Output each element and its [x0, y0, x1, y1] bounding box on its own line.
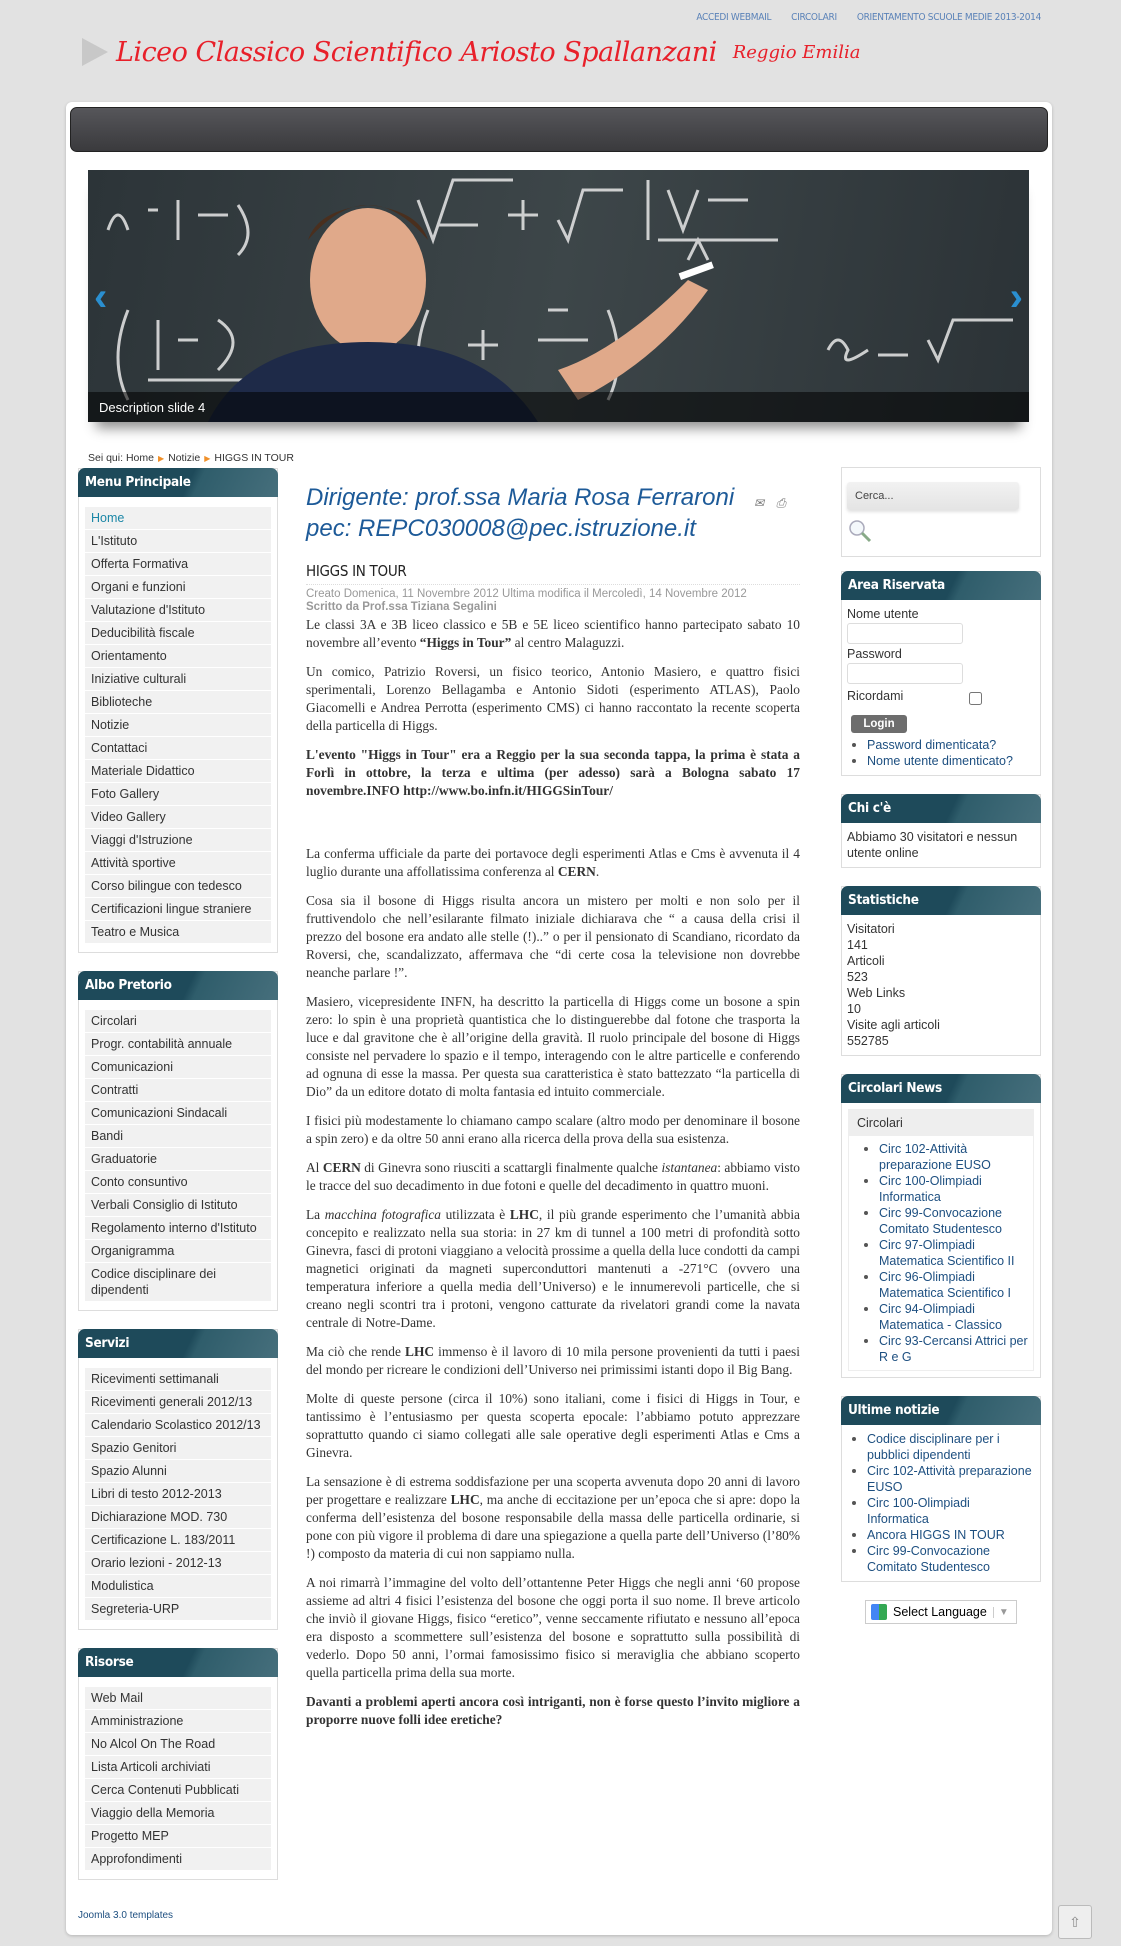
site-logo[interactable] — [82, 22, 861, 82]
news-item[interactable]: Circ 100-Olimpiadi Informatica — [847, 1495, 1035, 1527]
menu-item[interactable]: Foto Gallery — [85, 783, 271, 806]
forgot-password-link[interactable]: Password dimenticata? — [847, 737, 1035, 753]
menu-item[interactable]: Graduatorie — [85, 1148, 271, 1171]
circolari-module — [841, 1074, 1041, 1378]
menu-item[interactable]: Orientamento — [85, 645, 271, 668]
login-module — [841, 571, 1041, 776]
article-author: Scritto da Prof.ssa Tiziana Segalini — [306, 601, 497, 613]
chevron-down-icon: ▼ — [993, 1607, 1009, 1618]
who-online-module — [841, 794, 1041, 868]
stat-line: Visite agli articoli — [847, 1018, 940, 1032]
circolari-item[interactable]: Circ 100-Olimpiadi Informatica — [859, 1173, 1033, 1205]
menu-item[interactable]: Amministrazione — [85, 1710, 271, 1733]
article-paragraph: Cosa sia il bosone di Higgs risulta ancora un mistero per molti e non solo per il fruttivendolo che nell’esilarante filmato iniziale dichiarava che “ a causa della crisi il prezzo del bosone era andato alle stelle (!)..” o per il pensionato di Scandiano, ricordato da Roversi, che, scandalizzato, affermava che “di certe cosa la televisione non dovrebbe neanche parlare !”. — [306, 893, 800, 980]
forgot-username-link[interactable]: Nome utente dimenticato? — [847, 753, 1035, 769]
circolari-subtitle: Circolari — [849, 1110, 1033, 1136]
menu-item[interactable]: Offerta Formativa — [85, 553, 271, 576]
menu-item[interactable]: Dichiarazione MOD. 730 — [85, 1506, 271, 1529]
circolari-item[interactable]: Circ 97-Olimpiadi Matematica Scientifico II — [859, 1237, 1033, 1269]
news-item[interactable]: Ancora HIGGS IN TOUR — [847, 1527, 1035, 1543]
menu-item[interactable]: Circolari — [85, 1010, 271, 1033]
article-dates: Creato Domenica, 11 Novembre 2012 Ultima modifica il Mercoledì, 14 Novembre 2012 — [306, 588, 747, 600]
circolari-title: Circolari News — [841, 1074, 1041, 1103]
password-label: Password — [847, 647, 902, 661]
page-container — [66, 102, 1052, 1935]
stat-line: 552785 — [847, 1034, 889, 1048]
article-paragraph: L'evento "Higgs in Tour" era a Reggio per la sua seconda tappa, la prima è stata a Forlì in ottobre, la terza e ultima (per adesso) sarà a Bologna sabato 17 novembre.INFO http://www.bo.infn.it/HIGGSinTour/ — [306, 747, 800, 798]
menu-module — [78, 468, 278, 953]
menu-item[interactable]: Organi e funzioni — [85, 576, 271, 599]
menu-item[interactable]: Materiale Didattico — [85, 760, 271, 783]
search-icon[interactable] — [847, 518, 873, 544]
article-paragraph: Molte di queste persone (circa il 10%) sono italiani, come i fisici di Higgs in Tour, e tantissimo è l’entusiasmo per questa scoperta epocale: l’abbiamo potuto apprezzare soprattutto quando ci siamo collegati alle sale operative degli esperimenti Atlas e Cms a Ginevra. — [306, 1391, 800, 1460]
menu-module — [78, 1329, 278, 1630]
search-module — [841, 467, 1041, 557]
menu-item[interactable]: Ricevimenti generali 2012/13 — [85, 1391, 271, 1414]
menu-item[interactable]: Modulistica — [85, 1575, 271, 1598]
article-title: HIGGS IN TOUR — [306, 562, 800, 585]
stat-line: Web Links — [847, 986, 906, 1000]
scroll-top-button[interactable]: ⇧ — [1058, 1905, 1092, 1939]
stat-line: Visitatori — [847, 922, 895, 936]
breadcrumb-current: HIGGS IN TOUR — [214, 452, 294, 464]
menu-item[interactable]: Progr. contabilità annuale — [85, 1033, 271, 1056]
logo-city: Reggio Emilia — [732, 41, 861, 63]
menu-item[interactable]: Biblioteche — [85, 691, 271, 714]
menu-module-title: Albo Pretorio — [78, 971, 278, 1000]
breadcrumb — [88, 452, 294, 464]
menu-item[interactable]: Ricevimenti settimanali — [85, 1368, 271, 1391]
menu-item[interactable]: Spazio Alunni — [85, 1460, 271, 1483]
username-field[interactable] — [847, 623, 963, 644]
main-content — [306, 482, 800, 1740]
article-paragraph: La macchina fotografica utilizzata è LHC, il più grande esperimento che l’umanità abbia concepito e realizzato nella sua storia: in 27 km di tunnel a 100 metri di profondità sotto Ginevra, fasci di protoni viaggiano a velocità prossime a quella della luce condotti da campi magnetici originati da magneti superconduttori mantenuti a -271°C (ovvero una temperatura inferiore a quella media dell’Universo) e le innumerevoli particelle, che si creano negli scontri tra i protoni, vengono catturate da rivelatori grandi come la navata centrale di Notre-Dame. — [306, 1207, 800, 1330]
menu-item[interactable]: Lista Articoli archiviati — [85, 1756, 271, 1779]
menu-item[interactable]: Progetto MEP — [85, 1825, 271, 1848]
circolari-item[interactable]: Circ 93-Cercansi Attrici per R e G — [859, 1333, 1033, 1365]
article-paragraph: Ma ciò che rende LHC immenso è il lavoro di 10 mila persone provenienti da tutti i paesi del mondo per ricreare le condizioni dell’Universo nei primissimi istanti dopo il Big Bang. — [306, 1344, 800, 1377]
breadcrumb-arrow-icon: ▶ — [157, 454, 165, 463]
menu-item[interactable]: Regolamento interno d'Istituto — [85, 1217, 271, 1240]
print-icon[interactable]: ⎙ — [776, 496, 786, 510]
article-paragraph: Al CERN di Ginevra sono riusciti a scattargli finalmente qualche istantanea: abbiamo visto le tracce del suo decadimento in due fotoni e quelle del decadimento in quattro muoni. — [306, 1160, 800, 1193]
menu-item[interactable]: Viaggio della Memoria — [85, 1802, 271, 1825]
menu-item[interactable]: Certificazioni lingue straniere — [85, 898, 271, 921]
menu-item[interactable]: Corso bilingue con tedesco — [85, 875, 271, 898]
latest-news-module — [841, 1396, 1041, 1582]
google-translate-icon — [871, 1604, 887, 1620]
left-sidebar — [78, 468, 278, 1898]
article-paragraph: Masiero, vicepresidente INFN, ha descritto la particella di Higgs come un bosone a spin zero: lo spin è una proprietà quantistica che lo distinguerebbe dal fotone che trasporta la luce e dal gravitone che è all’origine della gravità. Il ruolo principale del bosone di Higgs consiste nel pervadere lo spazio e il tempo, interagendo con le altre particelle e conferendo ad ognuna di esse la massa. Per questa sua caratteristica è stato battezzato “la particella di Dio” da un editore dotato di molta fantasia ed intuito commerciale. — [306, 994, 800, 1099]
menu-item[interactable]: Segreteria-URP — [85, 1598, 271, 1621]
page-title-line-1: Dirigente: prof.ssa Maria Rosa Ferraroni — [306, 484, 735, 511]
login-module-title: Area Riservata — [841, 571, 1041, 600]
menu-item[interactable]: Certificazione L. 183/2011 — [85, 1529, 271, 1552]
menu-item[interactable]: Codice disciplinare dei dipendenti — [85, 1263, 271, 1302]
menu-item[interactable]: Valutazione d'Istituto — [85, 599, 271, 622]
menu-item[interactable]: Calendario Scolastico 2012/13 — [85, 1414, 271, 1437]
stat-line: 10 — [847, 1002, 861, 1016]
menu-module — [78, 971, 278, 1311]
stats-module — [841, 886, 1041, 1056]
email-icon[interactable]: ✉ — [754, 496, 765, 510]
page-title — [306, 482, 800, 544]
remember-checkbox[interactable] — [969, 692, 982, 705]
stats-title: Statistiche — [841, 886, 1041, 915]
remember-label: Ricordami — [847, 688, 904, 703]
menu-item[interactable]: Video Gallery — [85, 806, 271, 829]
article-meta — [306, 588, 800, 614]
circolari-item[interactable]: Circ 99-Convocazione Comitato Studentesco — [859, 1205, 1033, 1237]
menu-item[interactable]: Notizie — [85, 714, 271, 737]
circolari-item[interactable]: Circ 102-Attività preparazione EUSO — [859, 1141, 1033, 1173]
page-title-line-2: pec: REPC030008@pec.istruzione.it — [306, 515, 696, 542]
menu-item[interactable]: Contratti — [85, 1079, 271, 1102]
article-paragraph: Davanti a problemi aperti ancora così intriganti, non è forse questo l’invito migliore a proporre nuove folli idee eretiche? — [306, 1694, 800, 1727]
footer-link[interactable]: Joomla 3.0 templates — [78, 1910, 174, 1921]
who-online-text: Abbiamo 30 visitatori e nessun utente online — [847, 830, 1018, 860]
menu-item[interactable]: Verbali Consiglio di Istituto — [85, 1194, 271, 1217]
language-select-label: Select Language — [893, 1605, 987, 1619]
stat-line: Articoli — [847, 954, 885, 968]
menu-item[interactable]: Spazio Genitori — [85, 1437, 271, 1460]
menu-item[interactable]: Attività sportive — [85, 852, 271, 875]
menu-item[interactable]: Iniziative culturali — [85, 668, 271, 691]
menu-item[interactable]: Libri di testo 2012-2013 — [85, 1483, 271, 1506]
article-paragraph: La sensazione è di estrema soddisfazione per una scoperta avvenuta dopo 20 anni di lavoro per progettare e realizzare LHC, ma anche di eccitazione per un’epoca che si apre: dopo la conferma dell’esistenza del bosone responsabile della massa delle particella ordinarie, si pone con più vigore il problema di dare una spiegazione a quella parte dell’Universo (l’80% !) composto da materia di cui non sappiamo nulla. — [306, 1474, 800, 1561]
menu-module — [78, 1648, 278, 1880]
menu-item[interactable]: Home — [85, 507, 271, 530]
menu-module-title: Menu Principale — [78, 468, 278, 497]
logo-arrow-icon — [82, 38, 108, 66]
menu-module-title: Risorse — [78, 1648, 278, 1677]
article-paragraph: Un comico, Patrizio Roversi, un fisico teorico, Antonio Masiero, e quattro fisici sperimentali, Lorenzo Bellagamba e Antonio Sidoti (esperimento ATLAS), Paolo Giacomelli e Andrea Perrotta (esperimento CMS) ci hanno raccontato la recente scoperta della particella di Higgs. — [306, 664, 800, 733]
username-label: Nome utente — [847, 607, 919, 621]
article-paragraph: I fisici più modestamente lo chiamano campo scalare (altro modo per denominare il bosone a spin zero) e da oltre 50 anni erano alla ricerca della prova della sua esistenza. — [306, 1113, 800, 1146]
menu-item[interactable]: Organigramma — [85, 1240, 271, 1263]
login-button[interactable]: Login — [851, 715, 907, 733]
latest-news-title: Ultime notizie — [841, 1396, 1041, 1425]
menu-item[interactable]: L'Istituto — [85, 530, 271, 553]
slider-prev-icon[interactable]: ‹ — [94, 275, 108, 319]
logo-title: Liceo Classico Scientifico Ariosto Spallanzani — [116, 36, 717, 68]
menu-module-title: Servizi — [78, 1329, 278, 1358]
article-paragraph — [306, 811, 800, 845]
news-item[interactable]: Codice disciplinare per i pubblici dipendenti — [847, 1431, 1035, 1463]
stat-line: 141 — [847, 938, 868, 952]
article-body — [306, 616, 800, 1729]
search-input[interactable]: Cerca... — [847, 482, 1019, 510]
top-link-webmail[interactable]: ACCEDI WEBMAIL — [696, 12, 772, 23]
stat-line: 523 — [847, 970, 868, 984]
menu-item[interactable]: Conto consuntivo — [85, 1171, 271, 1194]
breadcrumb-home[interactable]: Home — [125, 452, 154, 464]
language-select[interactable] — [865, 1600, 1017, 1624]
circolari-item[interactable]: Circ 96-Olimpiadi Matematica Scientifico I — [859, 1269, 1033, 1301]
top-link-orientamento[interactable]: ORIENTAMENTO SCUOLE MEDIE 2013-2014 — [856, 12, 1041, 23]
password-field[interactable] — [847, 663, 963, 684]
slide-image — [88, 170, 1029, 422]
menu-item[interactable]: Bandi — [85, 1125, 271, 1148]
menu-item[interactable]: Viaggi d'Istruzione — [85, 829, 271, 852]
article-paragraph: A noi rimarrà l’immagine del volto dell’ottantenne Peter Higgs che negli anni ‘60 propose assieme ad altri 4 fisici l’esistenza del bosone che oggi porta il suo nome. Il breve articolo che inviò il giovane Higgs, fisico “eretico”, venne seccamente rifiutato e nessuno all’epoca era disposto a scommettere sull’esistenza del bosone e soprattutto sulla possibilità di vederlo. Dopo 50 anni, l’ormai famosissimo fisico si meraviglia che abbiano scoperto quella particella prima della sua morte. — [306, 1575, 800, 1680]
news-item[interactable]: Circ 102-Attività preparazione EUSO — [847, 1463, 1035, 1495]
menu-item[interactable]: No Alcol On The Road — [85, 1733, 271, 1756]
breadcrumb-prefix: Sei qui: — [88, 452, 124, 464]
menu-item[interactable]: Orario lezioni - 2012-13 — [85, 1552, 271, 1575]
slider-next-icon[interactable]: › — [1009, 275, 1023, 319]
menu-item[interactable]: Comunicazioni Sindacali — [85, 1102, 271, 1125]
breadcrumb-arrow-icon: ▶ — [204, 454, 211, 463]
breadcrumb-notizie[interactable]: Notizie — [168, 452, 201, 464]
top-link-circolari[interactable]: CIRCOLARI — [791, 12, 837, 23]
menu-item[interactable]: Deducibilità fiscale — [85, 622, 271, 645]
article-paragraph: Le classi 3A e 3B liceo classico e 5B e 5E liceo scientifico hanno partecipato sabato 10 novembre all’evento “Higgs in Tour” al centro Malaguzzi. — [306, 617, 800, 650]
menu-item[interactable]: Approfondimenti — [85, 1848, 271, 1871]
news-item[interactable]: Circ 99-Convocazione Comitato Studentesco — [847, 1543, 1035, 1575]
menu-item[interactable]: Web Mail — [85, 1687, 271, 1710]
main-navbar — [70, 107, 1048, 152]
image-slider — [88, 170, 1029, 422]
menu-item[interactable]: Teatro e Musica — [85, 921, 271, 944]
menu-item[interactable]: Cerca Contenuti Pubblicati — [85, 1779, 271, 1802]
slide-caption: Description slide 4 — [88, 392, 1029, 422]
who-online-title: Chi c'è — [841, 794, 1041, 823]
menu-item[interactable]: Contattaci — [85, 737, 271, 760]
circolari-item[interactable]: Circ 94-Olimpiadi Matematica - Classico — [859, 1301, 1033, 1333]
right-sidebar — [841, 467, 1041, 1624]
article-paragraph: La conferma ufficiale da parte dei portavoce degli esperimenti Atlas e Cms è avvenuta il 4 luglio durante una affollatissima conferenza al CERN. — [306, 846, 800, 879]
menu-item[interactable]: Comunicazioni — [85, 1056, 271, 1079]
